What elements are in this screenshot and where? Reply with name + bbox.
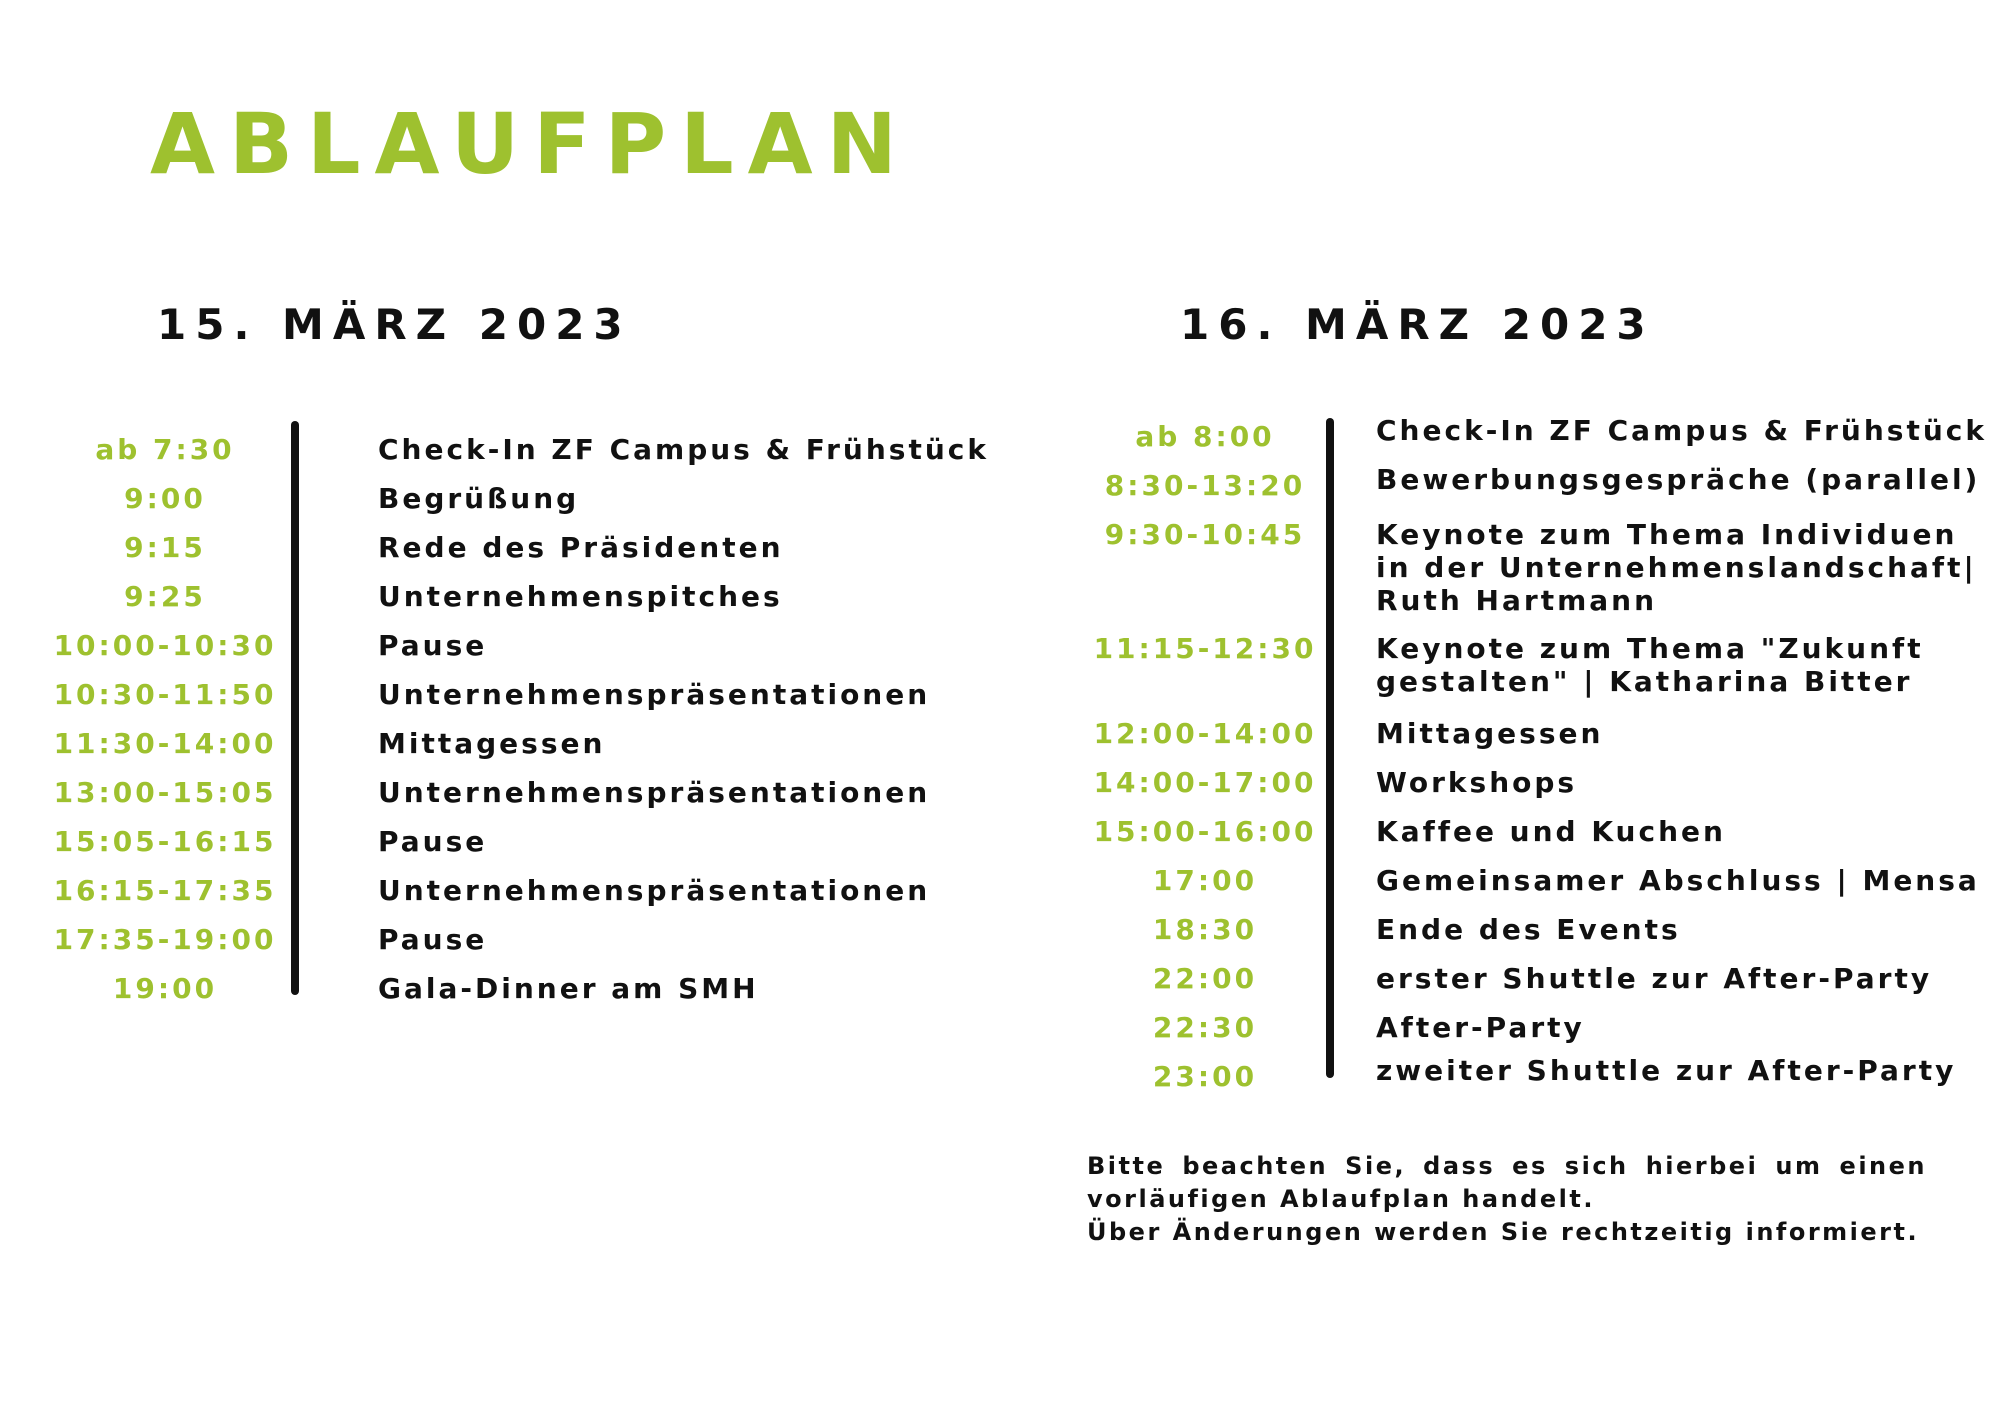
- day2-activity: Check-In ZF Campus & Frühstück: [1376, 414, 1987, 447]
- page-title: ABLAUFPLAN: [150, 95, 911, 193]
- day1-date-heading: 15. MÄRZ 2023: [157, 300, 632, 349]
- day1-time: 13:00-15:05: [53, 776, 277, 809]
- day1-time: 19:00: [112, 972, 218, 1005]
- day2-time: 22:30: [1152, 1011, 1258, 1044]
- day2-activity: in der Unternehmenslandschaft|: [1376, 551, 1977, 584]
- day1-timeline-divider: [291, 421, 299, 995]
- day2-activity: Bewerbungsgespräche (parallel): [1376, 463, 1981, 496]
- day1-time: 15:05-16:15: [53, 825, 277, 858]
- day1-time: 9:15: [124, 531, 206, 564]
- day2-activity: After-Party: [1376, 1011, 1585, 1044]
- disclaimer-note: [1087, 1150, 1927, 1249]
- day2-activity: Ruth Hartmann: [1376, 584, 1658, 617]
- day1-time: 10:00-10:30: [53, 629, 277, 662]
- day1-activity: Gala-Dinner am SMH: [378, 972, 759, 1005]
- day1-activity: Mittagessen: [378, 727, 606, 760]
- day2-time: 14:00-17:00: [1093, 766, 1317, 799]
- day1-time: ab 7:30: [95, 433, 235, 466]
- day2-activity: Keynote zum Thema Individuen: [1376, 518, 1958, 551]
- day2-activity: Keynote zum Thema "Zukunft: [1376, 632, 1924, 665]
- day2-time: 17:00: [1152, 864, 1258, 897]
- day1-activity: Unternehmenspräsentationen: [378, 874, 931, 907]
- day2-time: 23:00: [1152, 1060, 1258, 1093]
- day1-time: 17:35-19:00: [53, 923, 277, 956]
- day1-activity: Pause: [378, 825, 488, 858]
- day2-activity: Gemeinsamer Abschluss | Mensa: [1376, 864, 1980, 897]
- day2-time: 15:00-16:00: [1093, 815, 1317, 848]
- day2-time: 11:15-12:30: [1093, 632, 1317, 665]
- day1-activity: Unternehmenspitches: [378, 580, 783, 613]
- day1-activity: Check-In ZF Campus & Frühstück: [378, 433, 989, 466]
- note-line: Bitte beachten Sie, dass es sich hierbei um einen: [1087, 1152, 1927, 1180]
- day1-time: 9:00: [124, 482, 206, 515]
- day1-activity: Begrüßung: [378, 482, 580, 515]
- day1-activity: Rede des Präsidenten: [378, 531, 784, 564]
- day2-time: 9:30-10:45: [1104, 518, 1306, 551]
- day2-time: 22:00: [1152, 962, 1258, 995]
- day2-time: ab 8:00: [1135, 420, 1275, 453]
- day2-activity: erster Shuttle zur After-Party: [1376, 962, 1933, 995]
- day1-time: 11:30-14:00: [53, 727, 277, 760]
- day1-activity: Unternehmenspräsentationen: [378, 678, 931, 711]
- day2-time: 12:00-14:00: [1093, 717, 1317, 750]
- day2-activity: Workshops: [1376, 766, 1578, 799]
- day1-activity: Unternehmenspräsentationen: [378, 776, 931, 809]
- day2-activity: Mittagessen: [1376, 717, 1604, 750]
- day2-date-heading: 16. MÄRZ 2023: [1180, 300, 1655, 349]
- day2-activity: zweiter Shuttle zur After-Party: [1376, 1054, 1957, 1087]
- day2-time: 8:30-13:20: [1104, 469, 1306, 502]
- note-line: vorläufigen Ablaufplan handelt.: [1087, 1185, 1595, 1213]
- day1-time: 10:30-11:50: [53, 678, 277, 711]
- note-line: Über Änderungen werden Sie rechtzeitig informiert.: [1087, 1218, 1920, 1246]
- day1-time: 9:25: [124, 580, 206, 613]
- day2-activity: Ende des Events: [1376, 913, 1681, 946]
- day1-time: 16:15-17:35: [53, 874, 277, 907]
- day1-activity: Pause: [378, 629, 488, 662]
- day2-time: 18:30: [1152, 913, 1258, 946]
- day2-activity: Kaffee und Kuchen: [1376, 815, 1726, 848]
- day2-activity: gestalten" | Katharina Bitter: [1376, 665, 1913, 698]
- day1-activity: Pause: [378, 923, 488, 956]
